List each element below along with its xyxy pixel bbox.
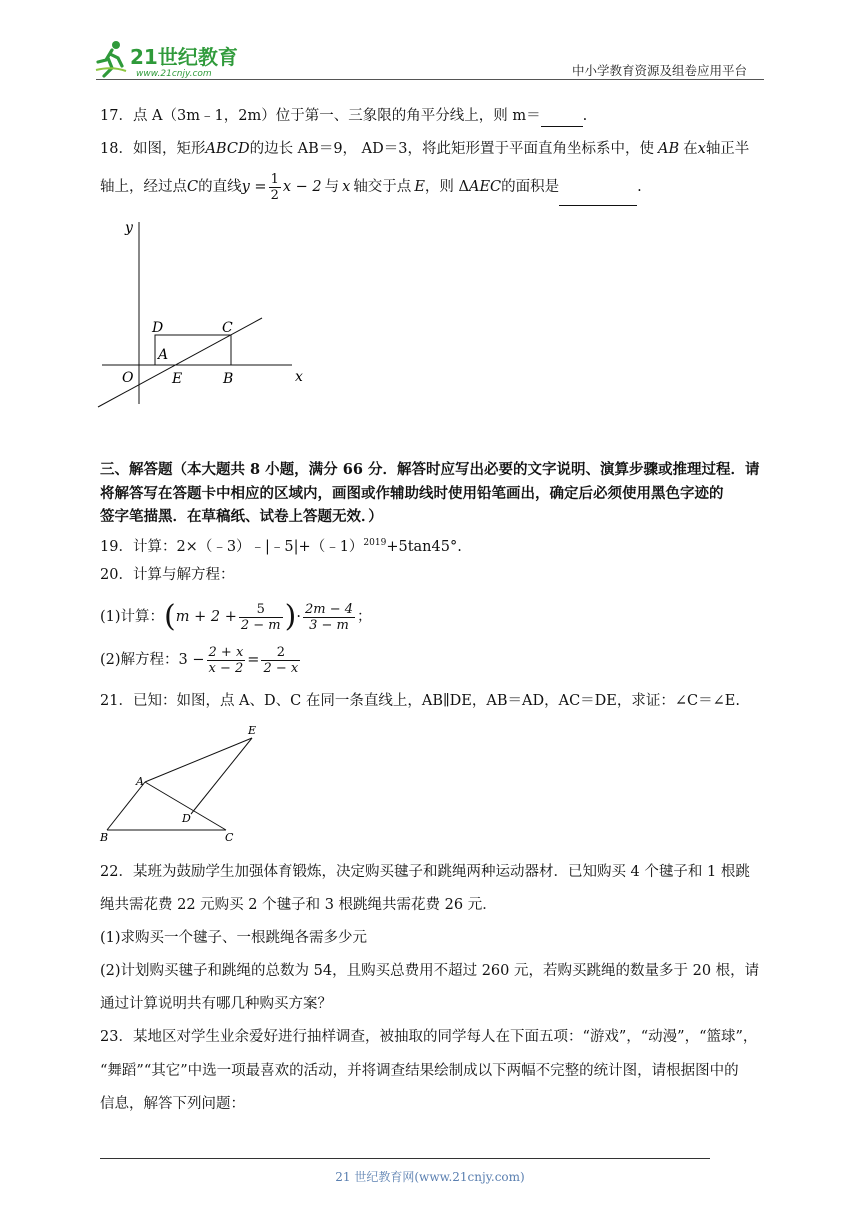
- q18-eq-lhs: y =: [241, 179, 267, 195]
- q20-p2-a: 3 −: [178, 652, 205, 668]
- logo-text: 21世纪教育: [130, 45, 238, 69]
- question-18-line-2: [100, 169, 642, 206]
- q18-text-g: 轴正半: [705, 141, 750, 157]
- q18-point-e: E: [414, 179, 425, 195]
- platform-name: 中小学教育资源及组卷应用平台: [572, 63, 748, 78]
- fig18-label-d: D: [152, 320, 164, 336]
- q20-paren-close: ): [284, 599, 297, 634]
- q18-text-e: 在: [683, 141, 698, 157]
- q18-l2-x: x: [342, 179, 351, 195]
- question-23-line-1: 23．某地区对学生业余爱好进行抽样调查，被抽取的同学每人在下面五项：“游戏”，“动漫”，“篮球”，: [100, 1029, 758, 1045]
- q18-frac-num: 1: [270, 171, 279, 187]
- q20-p2-fraction-1: [207, 645, 246, 676]
- fig21-label-d: D: [182, 812, 191, 825]
- q18-text-a: 18．如图，矩形: [100, 141, 206, 157]
- fig18-line-ce: [98, 318, 262, 407]
- q18-text-c: 的边长 AB＝9， AD＝3，将此矩形置于平面直角坐标系中，使: [249, 141, 654, 157]
- q20-p2-eq: =: [247, 652, 260, 668]
- section-3-line-2: 将解答写在答题卡中相应的区域内，画图或作辅助线时使用铅笔画出，确定后必须使用黑色字迹的: [100, 485, 724, 502]
- q20-p1-end: ；: [357, 609, 372, 625]
- question-22-part-2-line-2: 通过计算说明共有哪几种购买方案？: [100, 996, 332, 1012]
- q18-l2-f: 轴交于点: [353, 179, 412, 195]
- q18-end: .: [637, 179, 642, 195]
- q18-l2-h: ，则 Δ: [424, 179, 469, 195]
- q20-p2-f1-num: 2 + x: [208, 644, 244, 660]
- fig21-label-e: E: [248, 724, 257, 737]
- q18-answer-blank: [559, 169, 637, 206]
- footer-divider: [100, 1158, 710, 1159]
- q18-point-c: C: [187, 179, 199, 195]
- q20-p1-a: m + 2 +: [175, 609, 237, 625]
- fig21-segment-ab: [107, 782, 145, 830]
- fig18-label-x: x: [295, 369, 303, 385]
- q20-p1-fraction-2: [303, 602, 355, 633]
- q17-text: 17．点 A（3m﹣1，2m）位于第一、三象限的角平分线上，则 m＝: [100, 108, 541, 124]
- q17-answer-blank: [541, 106, 583, 127]
- fig21-label-c: C: [225, 831, 234, 844]
- figure-18: [92, 214, 322, 414]
- logo: [92, 38, 262, 82]
- section-3-line-1: 三、解答题（本大题共 8 小题，满分 66 分．解答时应写出必要的文字说明、演算步骤或推理过程．请: [100, 461, 760, 478]
- q18-fraction: [269, 172, 281, 203]
- q20-p2-f1-den: x − 2: [208, 660, 244, 676]
- q20-p1-fraction-1: [239, 602, 283, 633]
- fig18-label-a: A: [158, 347, 169, 363]
- question-20-title: 20．计算与解方程：: [100, 567, 235, 583]
- q18-frac-den: 2: [270, 187, 279, 203]
- question-22-part-2-line-1: (2)计划购买毽子和跳绳的总数为 54，且购买总费用不超过 260 元，若购买跳绳的数量多于 20 根，请: [100, 963, 760, 979]
- q18-aec: AEC: [469, 179, 502, 195]
- question-19: [100, 533, 462, 557]
- q18-ab: AB: [657, 141, 680, 157]
- q20-p1-f1-num: 5: [239, 602, 283, 618]
- q19-text: 19．计算：2×（﹣3）﹣|﹣5|+（﹣1）: [100, 538, 364, 555]
- fig21-segment-ae: [145, 738, 252, 782]
- fig21-segment-ed: [191, 738, 252, 814]
- header-divider: [96, 79, 764, 80]
- fig21-label-b: B: [100, 831, 109, 844]
- q18-abcd: ABCD: [205, 141, 250, 157]
- runner-icon: [96, 41, 126, 76]
- q18-x: x: [697, 141, 706, 157]
- q20-p1-label: (1)计算：: [100, 609, 165, 625]
- q20-p2-label: (2)解方程：: [100, 652, 179, 668]
- question-23-line-2: “舞蹈”“其它”中选一项最喜欢的活动，并将调查结果绘制成以下两幅不完整的统计图，请根据图中的: [100, 1063, 739, 1079]
- q18-l2-d: 与: [324, 179, 340, 195]
- q20-p1-dot: ·: [296, 609, 301, 625]
- figure-21: [95, 722, 275, 844]
- fig18-label-e: E: [172, 371, 183, 387]
- q20-p1-f2-num: 2m − 4: [304, 601, 353, 617]
- question-18-line-1: [100, 139, 749, 159]
- question-23-line-3: 信息，解答下列问题：: [100, 1096, 245, 1112]
- q20-p2-f2-den: 2 − x: [263, 660, 299, 676]
- fig18-label-b: B: [223, 371, 234, 387]
- question-22-line-2: 绳共需花费 22 元购买 2 个毽子和 3 根跳绳共需花费 26 元．: [100, 897, 497, 913]
- q19-exponent: 2019: [363, 538, 387, 548]
- question-22-line-1: 22．某班为鼓励学生加强体育锻炼，决定购买毽子和跳绳两种运动器材．已知购买 4 个毽子和 1 根跳: [100, 864, 750, 880]
- q20-p1-f2-den: 3 − m: [309, 617, 349, 633]
- q19-tail: +5tan45°.: [386, 538, 462, 555]
- q20-paren-open: (: [164, 599, 176, 634]
- q18-l2-a: 轴上，经过点: [100, 179, 187, 195]
- footer-text: 21 世纪教育网(www.21cnjy.com): [335, 1170, 525, 1184]
- fig18-label-o: O: [122, 370, 134, 386]
- q20-p2-fraction-2: [261, 645, 300, 676]
- question-20-part-1: [100, 598, 372, 636]
- q18-l2-j: 的面积是: [501, 179, 560, 195]
- q20-p2-f2-num: 2: [261, 645, 300, 661]
- question-17: [100, 106, 587, 127]
- fig18-label-c: C: [222, 320, 233, 336]
- question-21: 21．已知：如图，点 A、D、C 在同一条直线上，AB∥DE，AB＝AD，AC＝DE，求证：∠C＝∠E.: [100, 693, 740, 709]
- logo-url-text: www.21cnjy.com: [136, 69, 212, 79]
- section-3-line-3: 签字笔描黑．在草稿纸、试卷上答题无效．）: [100, 508, 383, 525]
- fig21-label-a: A: [136, 775, 144, 788]
- q17-end: .: [582, 108, 588, 124]
- q20-p1-f1-den: 2 − m: [240, 617, 281, 633]
- question-22-part-1: (1)求购买一个毽子、一根跳绳各需多少元: [100, 930, 368, 946]
- fig18-label-y: y: [125, 220, 133, 236]
- q18-l2-c: 的直线: [198, 179, 242, 195]
- question-20-part-2: [100, 642, 302, 678]
- q18-eq-rhs: x − 2: [282, 179, 322, 195]
